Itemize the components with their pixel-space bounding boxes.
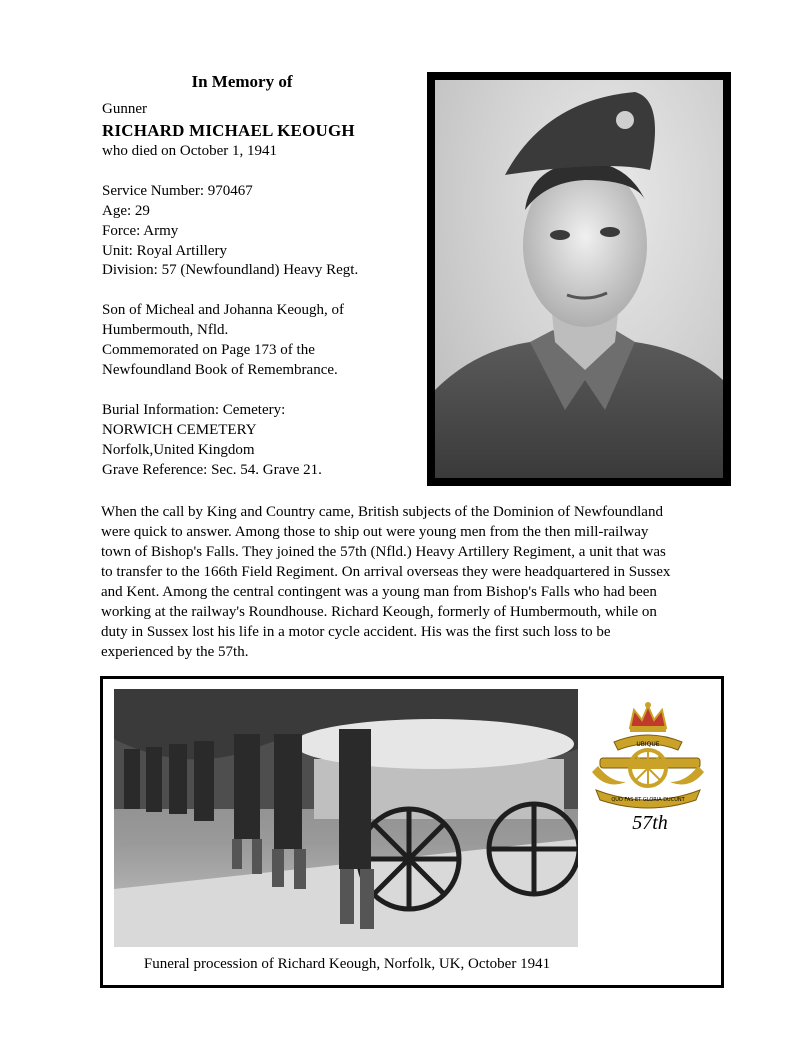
- royal-artillery-badge: [586, 702, 710, 812]
- unit: Unit: Royal Artillery: [102, 242, 227, 259]
- regiment-crest-icon: [586, 702, 710, 812]
- story-paragraph: [101, 502, 743, 662]
- regiment-label: 57th: [632, 812, 668, 834]
- service-number: Service Number: 970467: [102, 182, 253, 199]
- story-line: duty in Sussex lost his life in a motor cycle accident. His was the first such loss to be: [101, 624, 611, 640]
- memorial-heading: In Memory of: [191, 72, 293, 91]
- story-line: to transfer to the 166th Field Regiment. On arrival overseas they were headquartered in Sussex: [101, 564, 671, 580]
- soldier-name: RICHARD MICHAEL KEOUGH: [102, 120, 355, 140]
- crown-icon: [630, 702, 666, 732]
- soldier-portrait-photo: [435, 80, 723, 478]
- burial-line: Norfolk,United Kingdom: [102, 441, 255, 458]
- portrait-illustration: [435, 80, 723, 478]
- rank: Gunner: [102, 101, 147, 117]
- force: Force: Army: [102, 222, 179, 239]
- badge-bottom-scroll: QUO FAS ET GLORIA DUCUNT: [611, 797, 685, 803]
- burial-line: NORWICH CEMETERY: [102, 421, 257, 438]
- family-line: Commemorated on Page 173 of the: [102, 342, 315, 359]
- funeral-procession-photo: [114, 689, 578, 947]
- story-line: When the call by King and Country came, British subjects of the Dominion of Newfoundland: [101, 504, 663, 520]
- story-line: and Kent. Among the central contingent was a young man from Bishop's Falls who had been: [101, 584, 657, 600]
- badge-top-scroll: UBIQUE: [636, 741, 660, 748]
- portrait-frame: [427, 72, 731, 486]
- family-line: Newfoundland Book of Remembrance.: [102, 362, 338, 379]
- story-line: working at the railway's Roundhouse. Richard Keough, formerly of Humbermouth, while on: [101, 604, 657, 620]
- family-line: Son of Micheal and Johanna Keough, of: [102, 302, 345, 319]
- funeral-illustration: [114, 689, 578, 947]
- family-line: Humbermouth, Nfld.: [102, 322, 229, 339]
- story-line: experienced by the 57th.: [101, 644, 249, 660]
- division: Division: 57 (Newfoundland) Heavy Regt.: [102, 262, 359, 279]
- burial-line: Burial Information: Cemetery:: [102, 401, 286, 418]
- funeral-caption: Funeral procession of Richard Keough, Norfolk, UK, October 1941: [143, 956, 551, 972]
- death-date: who died on October 1, 1941: [102, 142, 277, 159]
- burial-line: Grave Reference: Sec. 54. Grave 21.: [102, 461, 322, 478]
- memorial-info: [102, 100, 422, 481]
- story-line: were quick to answer. Among those to ship out were young men from the then mill-railway: [101, 524, 649, 540]
- story-line: town of Bishop's Falls. They joined the 57th (Nfld.) Heavy Artillery Regiment, a unit that was: [101, 544, 666, 560]
- age: Age: 29: [102, 202, 150, 219]
